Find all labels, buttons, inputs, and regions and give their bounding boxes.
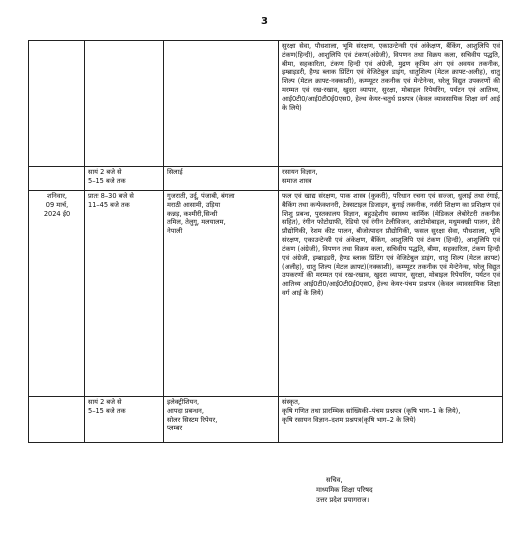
time-line: 11–45 बजे तक bbox=[88, 200, 130, 209]
table-row bbox=[29, 41, 503, 167]
subject-line: कृषि रसायन विज्ञान–दशम प्रश्नपत्र(कृषि भाग–2 के लिये) bbox=[282, 415, 416, 424]
day-line: 2024 ई0 bbox=[43, 209, 71, 218]
time-line: प्रातः 8–30 बजे से bbox=[88, 192, 134, 200]
subject-line: कन्नड़, कश्मीरी,सिन्धी bbox=[167, 209, 218, 218]
subject-cell-vocational bbox=[164, 397, 279, 443]
subject-line: तमिल, तेलुगू, मलयालम, bbox=[167, 218, 226, 227]
subject-line: इलेक्ट्रीशियन, bbox=[167, 398, 200, 406]
day-cell bbox=[29, 167, 85, 191]
time-line: सायं 2 बजे से bbox=[88, 398, 122, 406]
subject-cell-vocational bbox=[164, 41, 279, 167]
subject-line: संस्कृत, bbox=[282, 398, 300, 406]
subject-line: प्लम्बर bbox=[167, 424, 183, 433]
signature-block bbox=[316, 476, 373, 506]
subject-line: कृषि गणित तथा प्रारम्भिक सांख्यिकी–पंचम प्रश्नपत्र (कृषि भाग–1 के लिये), bbox=[282, 406, 461, 415]
subject-cell-vocational: सिलाई bbox=[164, 167, 279, 191]
subject-line: नेपाली bbox=[167, 227, 183, 236]
time-cell bbox=[85, 191, 164, 397]
subject-cell-vocational bbox=[164, 191, 279, 397]
subject-cell-trades bbox=[279, 397, 503, 443]
day-cell bbox=[29, 397, 85, 443]
designation: सचिव, bbox=[326, 476, 343, 484]
time-cell bbox=[85, 167, 164, 191]
day-cell bbox=[29, 191, 85, 397]
exam-schedule-table bbox=[28, 40, 503, 443]
table-row bbox=[29, 167, 503, 191]
subject-cell-trades bbox=[279, 167, 503, 191]
subject-cell-trades: फल एवं खाद्य संरक्षण, पाक शास्त्र (कुकरी), परिधान रचना एवं सज्जा, धुलाई तथा रंगाई, बैकिंग तथा कन्फेक्शनरी, टेक्सटाइल डिजाइन, बुनाई तकनीक, नर्सरी शिक्षण का प्रशिक्षण एवं शिशु प्रबन्ध, पुस्तकालय विज्ञान, बहुउद्देशीय स्वास्थ्य कार्मिक (मेडिकल लेबोरेटरी तकनीक सहित), रंगीन फोटोग्राफी, रेडियो एवं रंगीन टेलीविजन, आटोमोबाइल, मधुमक्खी पालन, डेरी प्रौद्योगिकी, रेशम कीट पालन, बीजोत्पादन प्रौद्योगिकी, फसल सुरक्षा सेवा, पौधशाला, भूमि संरक्षण, एकाउन्टेन्सी एवं अंकेक्षण, बैंकिंग, आशुलिपि एवं टंकण (हिन्दी), आशुलिपि एवं टंकण (अंग्रेजी), विपणन तथा विक्रय कला, सचिवीय पद्धति, बीमा, सहकारिता, टंकण हिन्दी एवं अंग्रेजी, इम्ब्राइडरी, हैण्ड ब्लाक प्रिंटिंग एवं वेजिटेबुल डाइंग, धातु शिल्प (मेटल क्राफ्ट)(अलीह), धातु शिल्प (मेटल क्राफ्ट)(नक्काशी), कम्प्यूटर तकनीक एवं मेन्टेनेन्स, घरेलू विद्युत उपकरणों की मरम्मत एवं रख-रखाव, खुदरा व्यापार, सुरक्षा, मोबाइल रिपेयरिंग, पर्यटन एवं आतिथ्य आई0टी0/आई0टी0ई0एस0, हेल्थ केयर-पंचम प्रश्नपत्र (केवल व्यावसायिक शिक्षा वर्ग आई के लिये) bbox=[279, 191, 503, 397]
time-cell bbox=[85, 397, 164, 443]
subject-line: मराठी आसामी, उड़िया bbox=[167, 200, 221, 209]
subject-cell-trades: सुरक्षा सेवा, पौधशाला, भूमि संरक्षण, एकाउन्टेन्सी एवं अंकेक्षण, बैंकिंग, आशुलिपि एवं टंकण(हिन्दी), आशुलिपि एवं टंकण(अंग्रेजी), विपणन तथा विक्रय कला, सचिवीय पद्धति, बीमा, सहकारिता, टंकण हिन्दी एवं अंग्रेजी, मुद्रण कृत्रिम अंग एवं अवयव तकनीक, इम्ब्राइडरी, हैण्ड ब्लाक प्रिंटिंग एवं वेजिटेबुल डाइंग, धातुशिल्प (मेटल क्राफ्ट-अलीह), धातु शिल्प (मेटल क्राफ्ट-नक्काशी), कम्प्यूटर तकनीक एवं मेन्टेनेन्स, घरेलू विद्युत उपकरणों की मरम्मत एवं रख-रखाव, खुदरा व्यापार, सुरक्षा, मोबाइल रिपेयरिंग, पर्यटन एवं आतिथ्य, आई0टी0/आई0टी0ई0एस0, हेल्थ केयर-चतुर्थ प्रश्नपत्र (केवल व्यावसायिक शिक्षा वर्ग आई के लिये) bbox=[279, 41, 503, 167]
time-line: सायं 2 बजे से bbox=[88, 168, 122, 176]
time-line: 5–15 बजे तक bbox=[88, 176, 126, 185]
subject-line: सोलर सिस्टम रिपेयर, bbox=[167, 415, 218, 424]
table-row bbox=[29, 191, 503, 397]
day-line: 09 मार्च, bbox=[45, 200, 69, 209]
page-number: 3 bbox=[261, 16, 268, 27]
day-line: शनिवार, bbox=[46, 192, 68, 200]
subject-line: रसायन विज्ञान, bbox=[282, 168, 318, 176]
time-cell bbox=[85, 41, 164, 167]
subject-line: समाज शास्त्र bbox=[282, 176, 312, 185]
subject-line: गुजराती, उर्दू, पंजाबी, बंगला bbox=[167, 192, 235, 200]
board-name: माध्यमिक शिक्षा परिषद bbox=[316, 485, 373, 494]
time-line: 5–15 बजे तक bbox=[88, 406, 126, 415]
table-row bbox=[29, 397, 503, 443]
subject-line: आपदा प्रबन्धन, bbox=[167, 406, 204, 415]
board-location: उत्तर प्रदेश प्रयागराज। bbox=[316, 495, 370, 504]
day-cell bbox=[29, 41, 85, 167]
